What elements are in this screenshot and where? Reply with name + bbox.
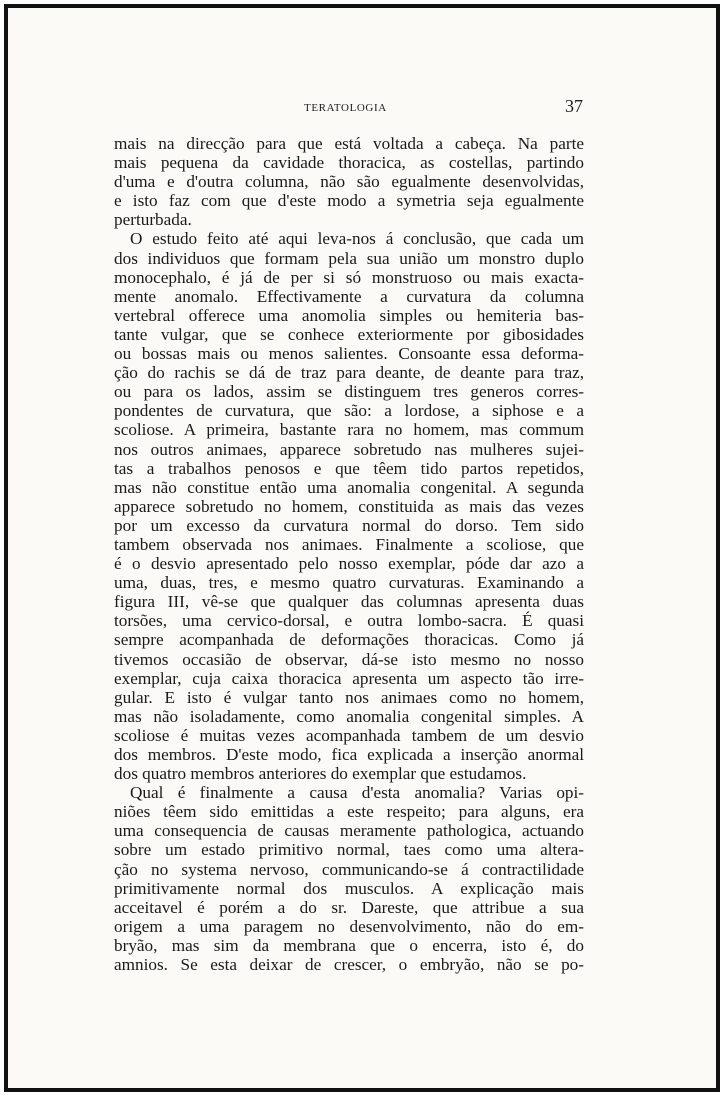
text-line: figura III, vê-se que qualquer das columnas apresenta duas: [114, 592, 584, 612]
running-title: TERATOLOGIA: [304, 102, 387, 114]
text-line: bryão, mas sim da membrana que o encerra, isto é, do: [114, 935, 584, 955]
text-line: mas não isoladamente, como anomalia congenital simples. A: [114, 706, 584, 726]
text-line: tante vulgar, que se conhece exteriormente por gibosidades: [114, 324, 584, 344]
text-line: gular. E isto é vulgar tanto nos animaes como no homem,: [114, 687, 584, 707]
text-line: mas não constitue então uma anomalia congenital. A segunda: [114, 477, 584, 497]
text-line: exemplar, cuja caixa thoracica apresenta um aspecto tão irre-: [114, 668, 584, 688]
text-line: apparece sobretudo no homem, constituida as mais das vezes: [114, 496, 584, 516]
text-line: dos quatro membros anteriores do exemplar que estudamos.: [114, 764, 527, 784]
text-line: O estudo feito até aqui leva-nos á conclusão, que cada um: [130, 229, 584, 249]
text-line: nos outros animaes, apparece sobretudo nas mulheres sujei-: [114, 439, 584, 459]
text-line: monocephalo, é já de per si só monstruoso ou mais exacta-: [114, 267, 584, 287]
text-line: scoliose é muitas vezes acompanhada tambem de um desvio: [114, 725, 584, 745]
text-line: por um excesso da curvatura normal do dorso. Tem sido: [114, 515, 584, 535]
page-number: 37: [565, 96, 583, 116]
text-line: tambem observada nos animaes. Finalmente a scoliose, que: [114, 534, 584, 554]
text-line: ou bossas mais ou menos salientes. Consoante essa deforma-: [114, 344, 584, 364]
text-line: dos membros. D'este modo, fica explicada a inserção anormal: [114, 745, 584, 764]
text-line: torsões, uma cervico-dorsal, e outra lombo-sacra. É quasi: [114, 611, 584, 631]
page-frame: [4, 4, 720, 1092]
text-line: d'uma e d'outra columna, não são egualmente desenvolvidas,: [114, 172, 584, 192]
text-line: primitivamente normal dos musculos. A explicação mais: [114, 878, 584, 898]
text-line: tivemos occasião de observar, dá-se isto mesmo no nosso: [114, 649, 584, 669]
body-text: [114, 134, 584, 974]
text-line: ção no systema nervoso, communicando-se á contractilidade: [114, 859, 584, 879]
text-line: acceitavel é porém a do sr. Dareste, que attribue a sua: [114, 897, 584, 917]
text-line: scoliose. A primeira, bastante rara no homem, mas commum: [114, 420, 584, 440]
text-line: é o desvio apresentado pelo nosso exemplar, póde dar azo a: [114, 554, 584, 574]
text-line: e isto faz com que d'este modo a symetria seja egualmente: [114, 191, 584, 211]
text-line: vertebral offerece uma anomolia simples ou hemiteria bas-: [114, 305, 584, 325]
text-line: tas a trabalhos penosos e que têem tido partos repetidos,: [114, 458, 584, 478]
text-line: mais pequena da cavidade thoracica, as costellas, partindo: [114, 153, 584, 173]
text-line: perturbada.: [114, 210, 192, 230]
text-line: ou para os lados, assim se distinguem tres generos corres-: [114, 382, 584, 402]
text-line: niões têem sido emittidas a este respeito; para alguns, era: [114, 802, 584, 822]
text-line: Qual é finalmente a causa d'esta anomalia? Varias opi-: [130, 783, 584, 803]
text-line: mente anomalo. Effectivamente a curvatura da columna: [114, 286, 584, 306]
text-line: ção do rachis se dá de traz para deante, de deante para traz,: [114, 363, 584, 383]
text-line: uma, duas, tres, e mesmo quatro curvaturas. Examinando a: [114, 573, 584, 593]
text-line: pondentes de curvatura, que são: a lordose, a siphose e a: [114, 401, 584, 421]
text-line: dos individuos que formam pela sua união um monstro duplo: [114, 248, 584, 268]
text-line: sempre acompanhada de deformações thoracicas. Como já: [114, 630, 584, 650]
text-line: uma consequencia de causas meramente pathologica, actuando: [114, 821, 584, 841]
text-line: amnios. Se esta deixar de crescer, o embryão, não se po-: [114, 955, 584, 975]
text-line: sobre um estado primitivo normal, taes como uma altera-: [114, 840, 584, 860]
text-line: mais na direcção para que está voltada a cabeça. Na parte: [114, 134, 584, 153]
text-line: origem a uma paragem no desenvolvimento, não do em-: [114, 916, 584, 936]
